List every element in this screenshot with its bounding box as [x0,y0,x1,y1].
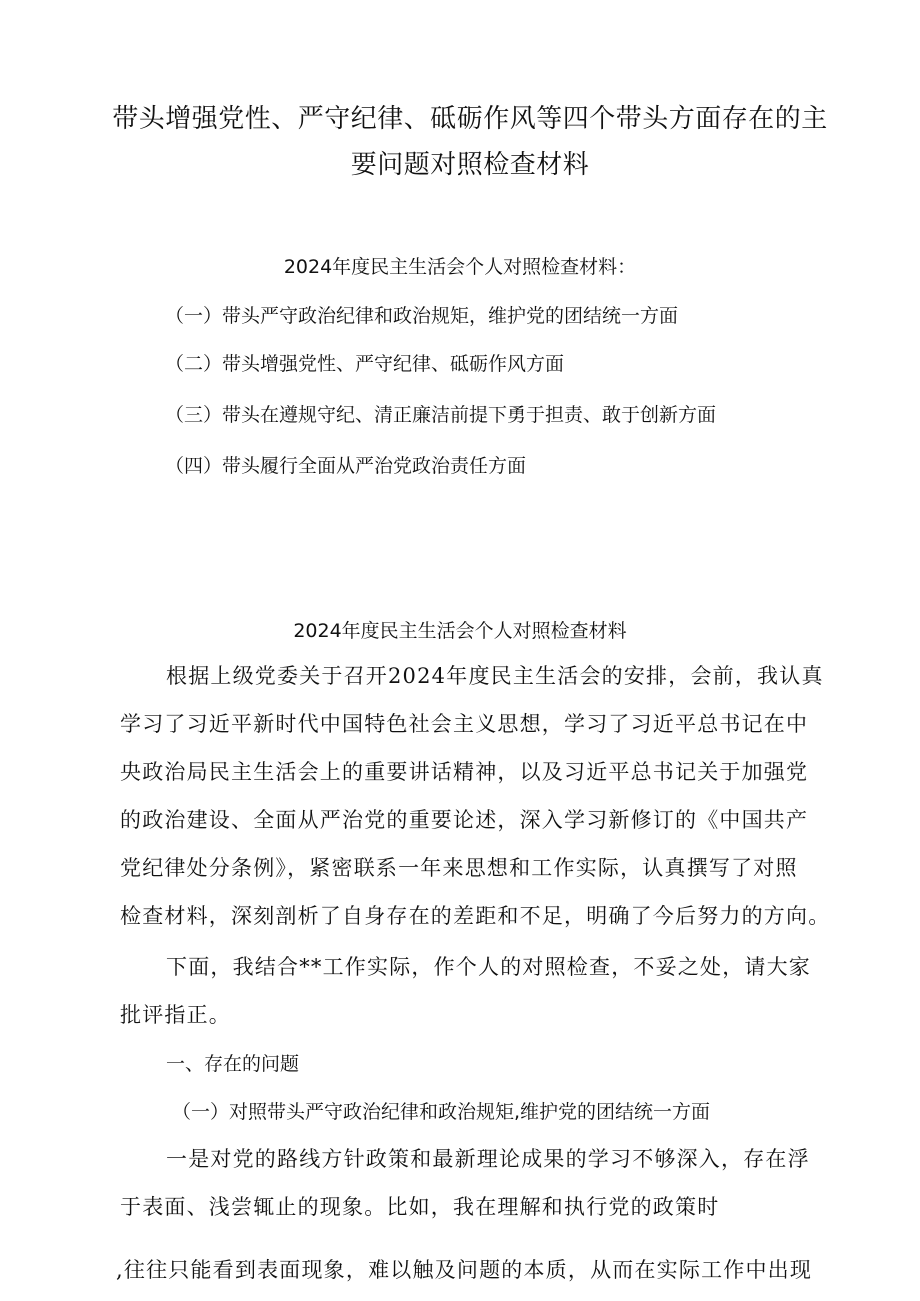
paragraph-line: 党纪律处分条例》，紧密联系一年来思想和工作实际，认真撰写了对照 [120,856,798,880]
toc-item-1: （一）带头严守政治纪律和政治规矩，维护党的团结统一方面 [165,305,679,327]
toc-item-3: （三）带头在遵规守纪、清正廉洁前提下勇于担责、敢于创新方面 [165,404,717,426]
toc-heading: 2024年度民主生活会个人对照检查材料： [283,256,637,278]
paragraph-line: 一是对党的路线方针政策和最新理论成果的学习不够深入，存在浮 [166,1147,810,1171]
toc-item-2: （二）带头增强党性、严守纪律、砥砺作风方面 [165,353,565,375]
paragraph-line: 央政治局民主生活会上的重要讲话精神，以及习近平总书记关于加强党 [120,760,809,784]
paragraph-line: 的政治建设、全面从严治党的重要论述，深入学习新修订的《中国共产 [120,808,809,832]
section-heading: 一、存在的问题 [166,1053,300,1075]
document-title [100,96,840,188]
main-heading: 2024年度民主生活会个人对照检查材料 [293,620,627,642]
title-line-1: 带头增强党性、严守纪律、砥砺作风等四个带头方面存在的主 [112,104,828,134]
paragraph-line: 检查材料，深刻剖析了自身存在的差距和不足，明确了今后努力的方向。 [120,904,831,928]
paragraph-line: 根据上级党委关于召开2024年度民主生活会的安排，会前，我认真 [166,664,824,688]
paragraph-line: ,往往只能看到表面现象，难以触及问题的本质，从而在实际工作中出现 [116,1258,813,1282]
title-line-2: 要问题对照检查材料 [350,150,590,180]
paragraph-line: 下面，我结合**工作实际，作个人的对照检查，不妥之处，请大家 [166,955,811,979]
toc-item-4: （四）带头履行全面从严治党政治责任方面 [165,455,527,477]
paragraph-line: 批评指正。 [120,1003,231,1027]
paragraph-line: 于表面、浅尝辄止的现象。比如，我在理解和执行党的政策时 [120,1195,720,1219]
subsection-heading: （一）对照带头严守政治纪律和政治规矩,维护党的团结统一方面 [172,1101,711,1123]
paragraph-line: 学习了习近平新时代中国特色社会主义思想，学习了习近平总书记在中 [120,712,809,736]
